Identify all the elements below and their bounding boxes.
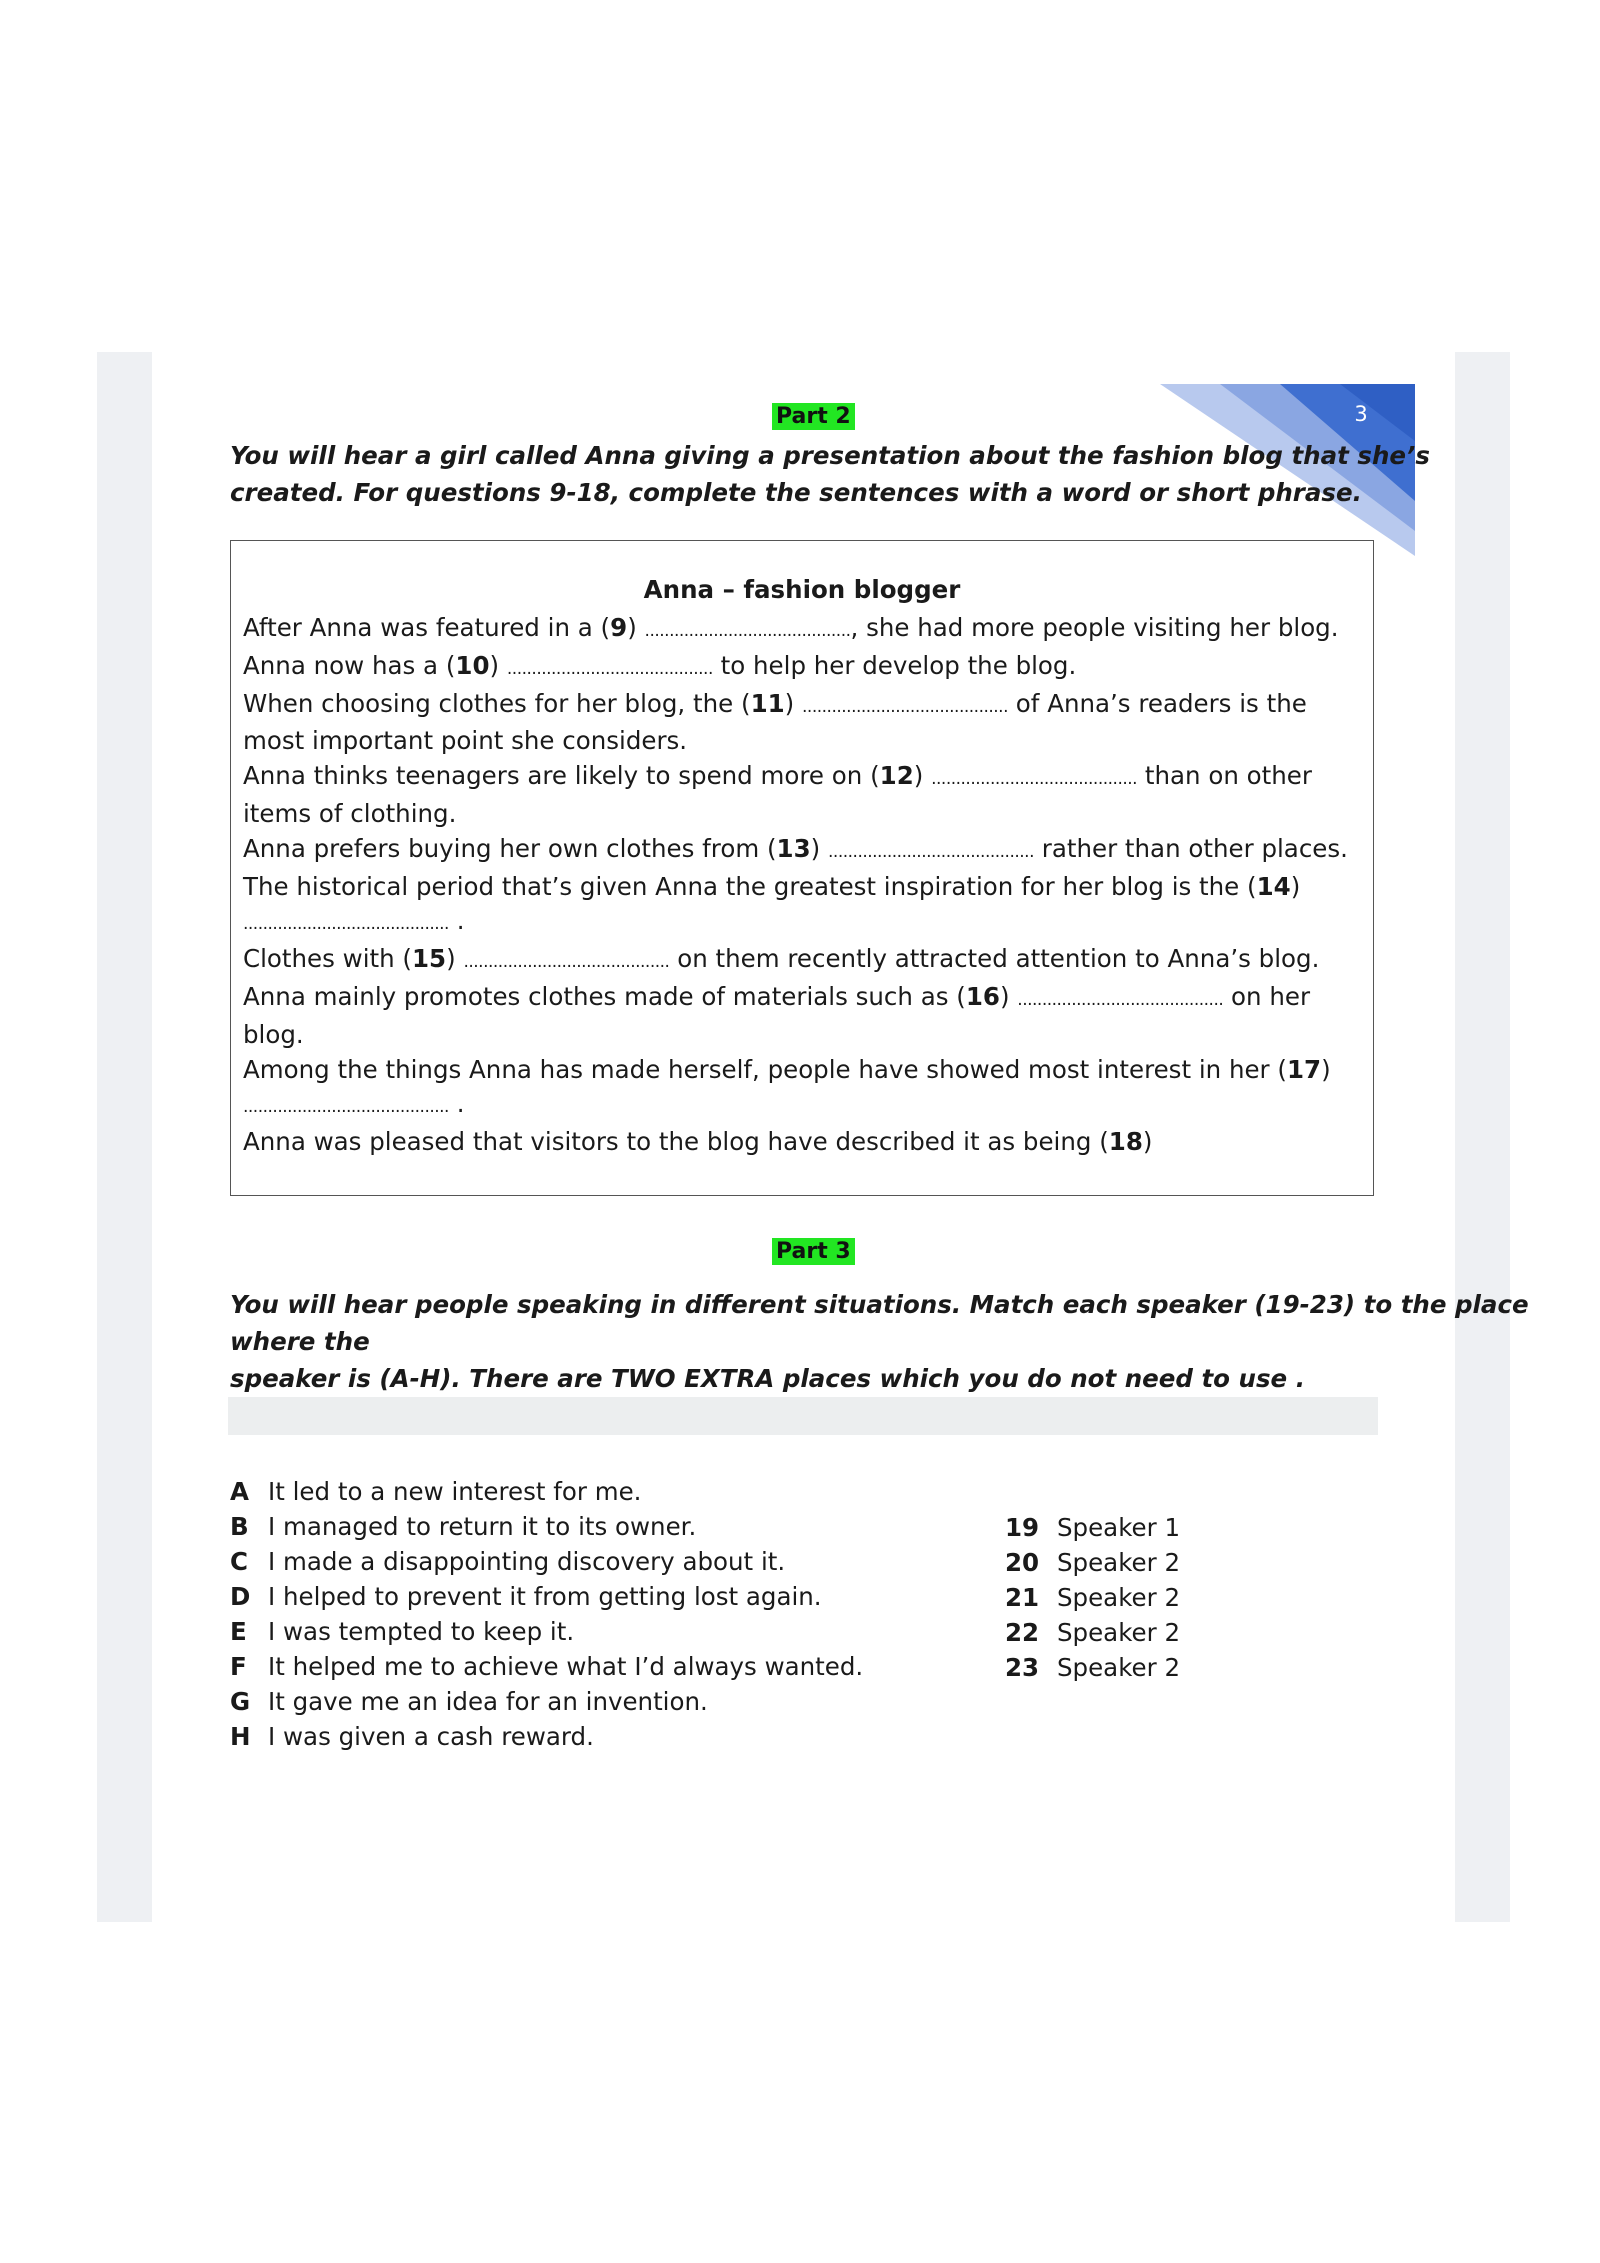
speaker-label: Speaker 2 — [1057, 1618, 1181, 1647]
line-text: Anna was pleased that visitors to the blog have described it as being ( — [243, 1127, 1109, 1157]
option-item — [230, 1614, 863, 1649]
line-text: The historical period that’s given Anna the greatest inspiration for her blog is the ( — [243, 871, 1257, 901]
option-text: I managed to return it to its owner. — [268, 1512, 697, 1541]
sentence-line — [243, 1087, 1363, 1125]
answer-gap: .......................................... — [828, 841, 1034, 862]
speaker-number: 22 — [1005, 1618, 1040, 1647]
question-number: 12 — [879, 761, 914, 791]
question-number: 10 — [455, 650, 490, 680]
line-text: ) — [627, 613, 645, 642]
left-gutter — [97, 352, 152, 1922]
sentence-line: blog. — [243, 1019, 304, 1049]
line-text: ) — [1142, 1127, 1153, 1157]
line-text: ) — [1290, 871, 1301, 901]
question-number: 16 — [965, 981, 1000, 1011]
question-number: 15 — [412, 944, 447, 974]
option-list — [230, 1474, 863, 1754]
option-letter: F — [230, 1652, 247, 1681]
answer-gap: .......................................... — [243, 1097, 449, 1118]
speaker-label: Speaker 1 — [1057, 1513, 1181, 1542]
option-text: I was tempted to keep it. — [268, 1617, 575, 1646]
sentence-line — [243, 759, 1363, 797]
line-text: Anna thinks teenagers are likely to spend more on ( — [243, 761, 880, 791]
option-letter: C — [230, 1547, 248, 1576]
line-text: Clothes with ( — [243, 944, 412, 974]
question-number: 9 — [610, 613, 628, 642]
question-number: 14 — [1256, 871, 1291, 901]
option-item — [230, 1474, 863, 1509]
answer-gap: .......................................... — [506, 658, 713, 679]
answer-gap: .......................................... — [463, 952, 670, 973]
line-text: ) — [784, 688, 803, 718]
part2-instructions — [230, 437, 1430, 511]
option-text: I made a disappointing discovery about it. — [268, 1547, 786, 1576]
part2-instruction-line: created. For questions 9-18, complete the sentences with a word or short phrase. — [230, 478, 1362, 507]
sentence-line — [243, 1125, 1363, 1160]
sentence-line — [243, 904, 1363, 942]
sentence-line: items of clothing. — [243, 798, 457, 828]
option-letter: E — [230, 1617, 247, 1646]
line-text: of Anna’s readers is the — [1008, 688, 1307, 718]
part2-label: Part 2 — [772, 403, 855, 430]
sentence-line — [243, 942, 1363, 980]
line-text: ) — [913, 761, 932, 791]
sentence-lines — [243, 611, 1363, 1160]
answer-gap: .......................................... — [931, 769, 1138, 790]
question-number: 17 — [1286, 1054, 1322, 1084]
line-text: . — [448, 906, 465, 936]
speaker-item — [1005, 1510, 1180, 1545]
option-letter: D — [230, 1582, 251, 1611]
option-item — [230, 1579, 863, 1614]
speaker-number: 23 — [1005, 1653, 1040, 1682]
speaker-number: 21 — [1005, 1583, 1040, 1612]
line-text: rather than other places. — [1033, 833, 1348, 863]
line-text: ) — [446, 944, 464, 974]
sentence-line — [243, 649, 1363, 687]
page-number: 3 — [1354, 402, 1368, 426]
option-item — [230, 1719, 863, 1754]
sentence-line — [243, 1053, 1363, 1088]
speaker-item — [1005, 1650, 1180, 1685]
line-text: Among the things Anna has made herself, people have showed most interest in her ( — [243, 1054, 1287, 1084]
option-text: It helped me to achieve what I’d always wanted. — [268, 1652, 864, 1681]
option-text: It led to a new interest for me. — [268, 1477, 642, 1506]
line-text: , she had more people visiting her blog. — [850, 613, 1339, 642]
line-text: Anna mainly promotes clothes made of materials such as ( — [243, 981, 966, 1011]
option-text: I was given a cash reward. — [268, 1722, 594, 1751]
line-text: . — [448, 1089, 465, 1119]
speaker-item — [1005, 1545, 1180, 1580]
option-text: I helped to prevent it from getting lost again. — [268, 1582, 822, 1611]
sentence-line — [243, 832, 1363, 870]
speaker-item — [1005, 1580, 1180, 1615]
option-letter: G — [230, 1687, 251, 1716]
line-text: After Anna was featured in a ( — [243, 613, 611, 642]
right-gutter — [1455, 352, 1510, 1922]
line-text: on her — [1223, 981, 1311, 1011]
line-text: ) — [999, 981, 1018, 1011]
part2-instruction-line: You will hear a girl called Anna giving a presentation about the fashion blog that she’s — [230, 441, 1430, 470]
line-text: Anna prefers buying her own clothes from ( — [243, 833, 777, 863]
speaker-label: Speaker 2 — [1057, 1653, 1181, 1682]
line-text: When choosing clothes for her blog, the ( — [243, 688, 751, 718]
speaker-list — [1005, 1510, 1180, 1685]
question-number: 13 — [776, 833, 811, 863]
sentence-line — [243, 870, 1363, 905]
part3-instruction-line: speaker is (A-H). There are TWO EXTRA places which you do not need to use . — [230, 1364, 1306, 1393]
sentence-line — [243, 980, 1363, 1018]
speaker-number: 19 — [1005, 1513, 1040, 1542]
option-letter: B — [230, 1512, 249, 1541]
line-text: ) — [1321, 1054, 1331, 1084]
option-item — [230, 1509, 863, 1544]
option-item — [230, 1544, 863, 1579]
sentence-line: most important point she considers. — [243, 726, 688, 756]
line-text: ) — [810, 833, 829, 863]
answer-gap: .......................................... — [644, 621, 851, 641]
line-text: on them recently attracted attention to Anna’s blog. — [669, 944, 1320, 974]
sentence-line — [243, 687, 1363, 725]
line-text: to help her develop the blog. — [712, 650, 1077, 680]
speaker-label: Speaker 2 — [1057, 1548, 1181, 1577]
option-item — [230, 1684, 863, 1719]
part3-instruction-line: You will hear people speaking in different situations. Match each speaker (19-23) to the place where the — [230, 1290, 1529, 1356]
part3-label: Part 3 — [772, 1238, 855, 1265]
option-letter: H — [230, 1722, 251, 1751]
line-text: Anna now has a ( — [243, 650, 456, 680]
option-text: It gave me an idea for an invention. — [268, 1687, 708, 1716]
line-text: than on other — [1137, 761, 1312, 791]
speaker-label: Speaker 2 — [1057, 1583, 1181, 1612]
answer-gap: .......................................... — [243, 914, 449, 935]
sentence-completion-box — [230, 540, 1374, 1196]
line-text: ) — [489, 650, 507, 680]
sentence-line — [243, 611, 1363, 649]
speaker-item — [1005, 1615, 1180, 1650]
question-number: 11 — [750, 688, 785, 718]
option-item — [230, 1649, 863, 1684]
box-title: Anna – fashion blogger — [643, 575, 961, 604]
question-number: 18 — [1108, 1127, 1143, 1157]
speaker-number: 20 — [1005, 1548, 1040, 1577]
answer-gap: .......................................... — [1017, 989, 1224, 1010]
option-letter: A — [230, 1477, 249, 1506]
answer-bar — [228, 1397, 1378, 1435]
answer-gap: .......................................... — [802, 696, 1008, 717]
